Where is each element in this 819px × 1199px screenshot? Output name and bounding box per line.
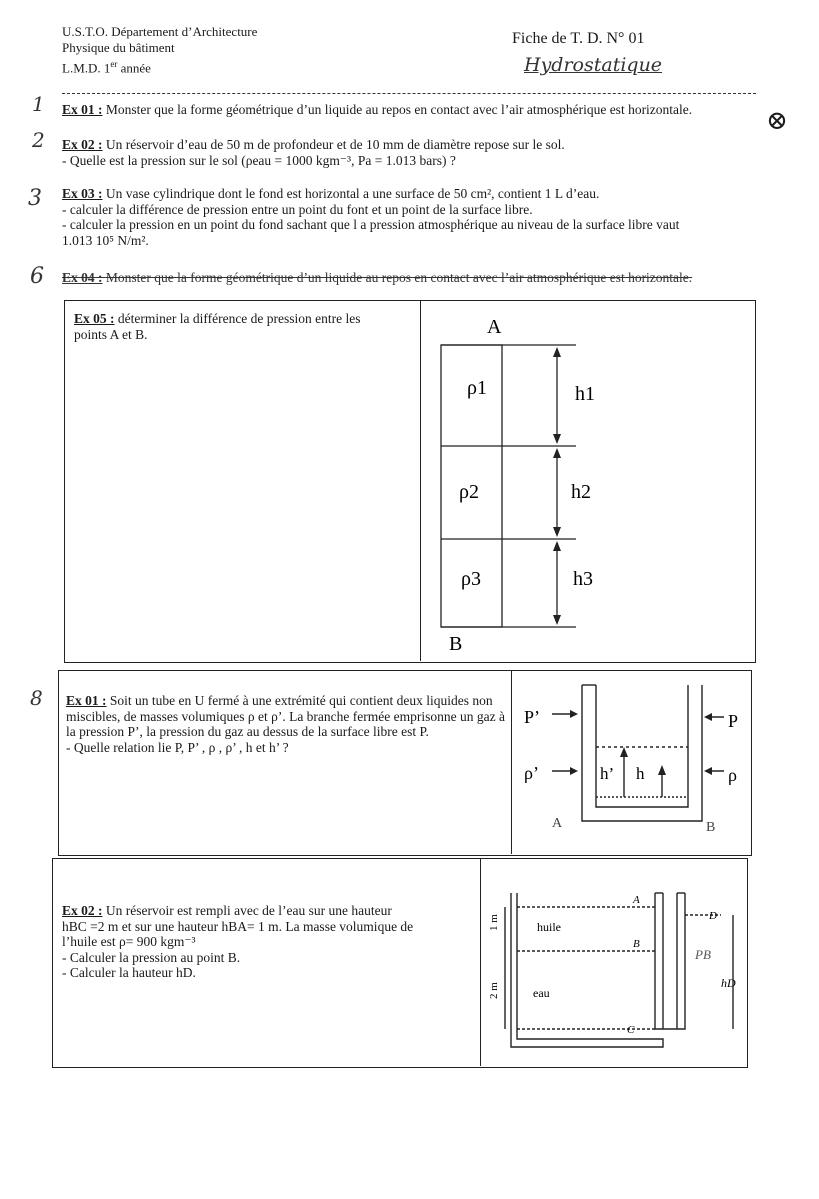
reservoir-outer-wall — [511, 893, 663, 1047]
point-d-label: D — [709, 910, 717, 922]
rho-label: ρ — [728, 765, 737, 785]
reservoir-line5: - Calculer la hauteur hD. — [62, 965, 196, 980]
ex05-statement — [74, 311, 394, 342]
arrow-up-1 — [553, 347, 561, 357]
sheet-title: Fiche de T. D. N° 01 — [512, 30, 645, 47]
arrow-rho-prime — [570, 767, 578, 775]
level-text: L.M.D. 1 — [62, 60, 111, 76]
level — [62, 56, 151, 76]
oil-label: huile — [537, 920, 561, 934]
point-b-label: B — [633, 938, 640, 950]
h1-label: h1 — [575, 383, 595, 405]
exercise-2-line1: Un réservoir d’eau de 50 m de profondeur et de 10 mm de diamètre repose sur le sol. — [105, 137, 565, 152]
exercise-3 — [62, 186, 752, 248]
arrow-h-prime — [620, 747, 628, 757]
level-suffix: année — [117, 60, 151, 76]
exercise-1-label: Ex 01 : — [62, 102, 103, 117]
reservoir-line3: l’huile est ρ= 900 kgm⁻³ — [62, 934, 196, 949]
tube-wall — [655, 893, 685, 1029]
rho2-label: ρ2 — [459, 481, 479, 503]
exercise-1-text: Monster que la forme géométrique d’un liquide au repos en contact avec l’air atmosphérique est horizontale. — [105, 102, 693, 117]
exercise-1 — [62, 102, 752, 118]
rho-prime-label: ρ’ — [524, 763, 539, 783]
utube-question: - Quelle relation lie P, P’ , ρ , ρ’ , h et h’ ? — [66, 739, 289, 755]
cross-mark-icon: ⊗ — [766, 106, 788, 135]
hd-label: hD — [721, 976, 736, 990]
tube-inner-wall — [596, 685, 688, 807]
pb-handwritten: PB — [695, 947, 711, 962]
reservoir-line1: Un réservoir est rempli avec de l’eau sur une hauteur — [105, 903, 392, 918]
course: Physique du bâtiment — [62, 40, 175, 55]
utube-diagram — [512, 671, 749, 853]
reservoir-line4: - Calculer la pression au point B. — [62, 949, 241, 965]
margin-note-1: 1 — [32, 92, 45, 116]
h-label: h — [636, 764, 645, 783]
point-a-handwritten: A — [552, 816, 563, 831]
exercise-2-label: Ex 02 : — [62, 137, 103, 152]
exercise-4-label: Ex 04 : — [62, 270, 103, 285]
exercise-3-line3: - calculer la pression en un point du fond sachant que l a pression atmosphérique au niveau de la surface libre vaut — [62, 217, 680, 232]
arrow-rho — [704, 767, 712, 775]
utube-label: Ex 01 : — [66, 693, 107, 708]
point-a-label: A — [633, 894, 640, 906]
oil-height-label: 1 m — [488, 914, 500, 931]
reservoir-statement — [62, 903, 472, 981]
point-b-handwritten: B — [706, 820, 716, 835]
margin-note-2: 2 — [32, 128, 45, 152]
exercise-3-label: Ex 03 : — [62, 186, 103, 201]
p-prime-label: P’ — [524, 707, 541, 727]
exercise-2 — [62, 137, 742, 168]
arrow-up-3 — [553, 541, 561, 551]
exercise-4-text: Monster que la forme géométrique d’un liquide au repos en contact avec l’air atmosphérique est horizontale. — [105, 270, 693, 285]
margin-note-6: 6 — [30, 264, 44, 289]
ex05-label: Ex 05 : — [74, 311, 115, 326]
point-b-label: B — [449, 633, 463, 655]
reservoir-label: Ex 02 : — [62, 903, 103, 918]
level-sup: er — [110, 59, 118, 69]
ex05-text: déterminer la différence de pression entre les points A et B. — [74, 311, 361, 342]
h3-label: h3 — [573, 568, 593, 590]
reservoir-diagram — [481, 859, 745, 1065]
arrow-down-3 — [553, 615, 561, 625]
margin-note-3: 3 — [28, 186, 42, 211]
utube-statement — [66, 693, 506, 755]
institution: U.S.T.O. Département d’Architecture — [62, 24, 258, 39]
tube-outer-wall — [582, 685, 702, 821]
rho1-label: ρ1 — [467, 377, 487, 399]
p-label: P — [728, 711, 739, 731]
h2-label: h2 — [571, 481, 591, 503]
exercise-2-line2: - Quelle est la pression sur le sol (ρeau = 1000 kgm⁻³, Pa = 1.013 bars) ? — [62, 152, 456, 168]
arrow-down-2 — [553, 527, 561, 537]
utube-text: Soit un tube en U fermé à une extrémité qui contient deux liquides non miscibles, de masses volumiques ρ et ρ’. La branche fermée emprisonne un gaz à la pression P’, la pression du gaz au dessus de la surface libre est P. — [66, 693, 505, 739]
arrow-up-2 — [553, 448, 561, 458]
rho3-label: ρ3 — [461, 568, 481, 590]
point-a-label: A — [487, 316, 502, 338]
exercise-4 — [62, 270, 752, 286]
water-label: eau — [533, 986, 550, 1000]
exercise-3-line1: Un vase cylindrique dont le fond est horizontal a une surface de 50 cm², contient 1 L d’eau. — [105, 186, 600, 201]
reservoir-line2: hBC =2 m et sur une hauteur hBA= 1 m. La masse volumique de — [62, 918, 414, 934]
point-c-label: C — [627, 1024, 635, 1036]
header-divider — [62, 93, 756, 94]
arrow-down-1 — [553, 434, 561, 444]
water-height-label: 2 m — [488, 982, 500, 999]
ex05-diagram — [421, 301, 753, 660]
arrow-p-prime — [570, 710, 578, 718]
exercise-3-line4: 1.013 10⁵ N/m². — [62, 232, 149, 248]
margin-note-8: 8 — [30, 686, 43, 710]
arrow-h — [658, 765, 666, 775]
exercise-3-line2: - calculer la différence de pression entre un point du font et un point de la surface libre. — [62, 201, 533, 217]
handwritten-subject: Hydrostatique — [524, 54, 663, 76]
arrow-p — [704, 713, 712, 721]
h-prime-label: h’ — [600, 764, 615, 783]
